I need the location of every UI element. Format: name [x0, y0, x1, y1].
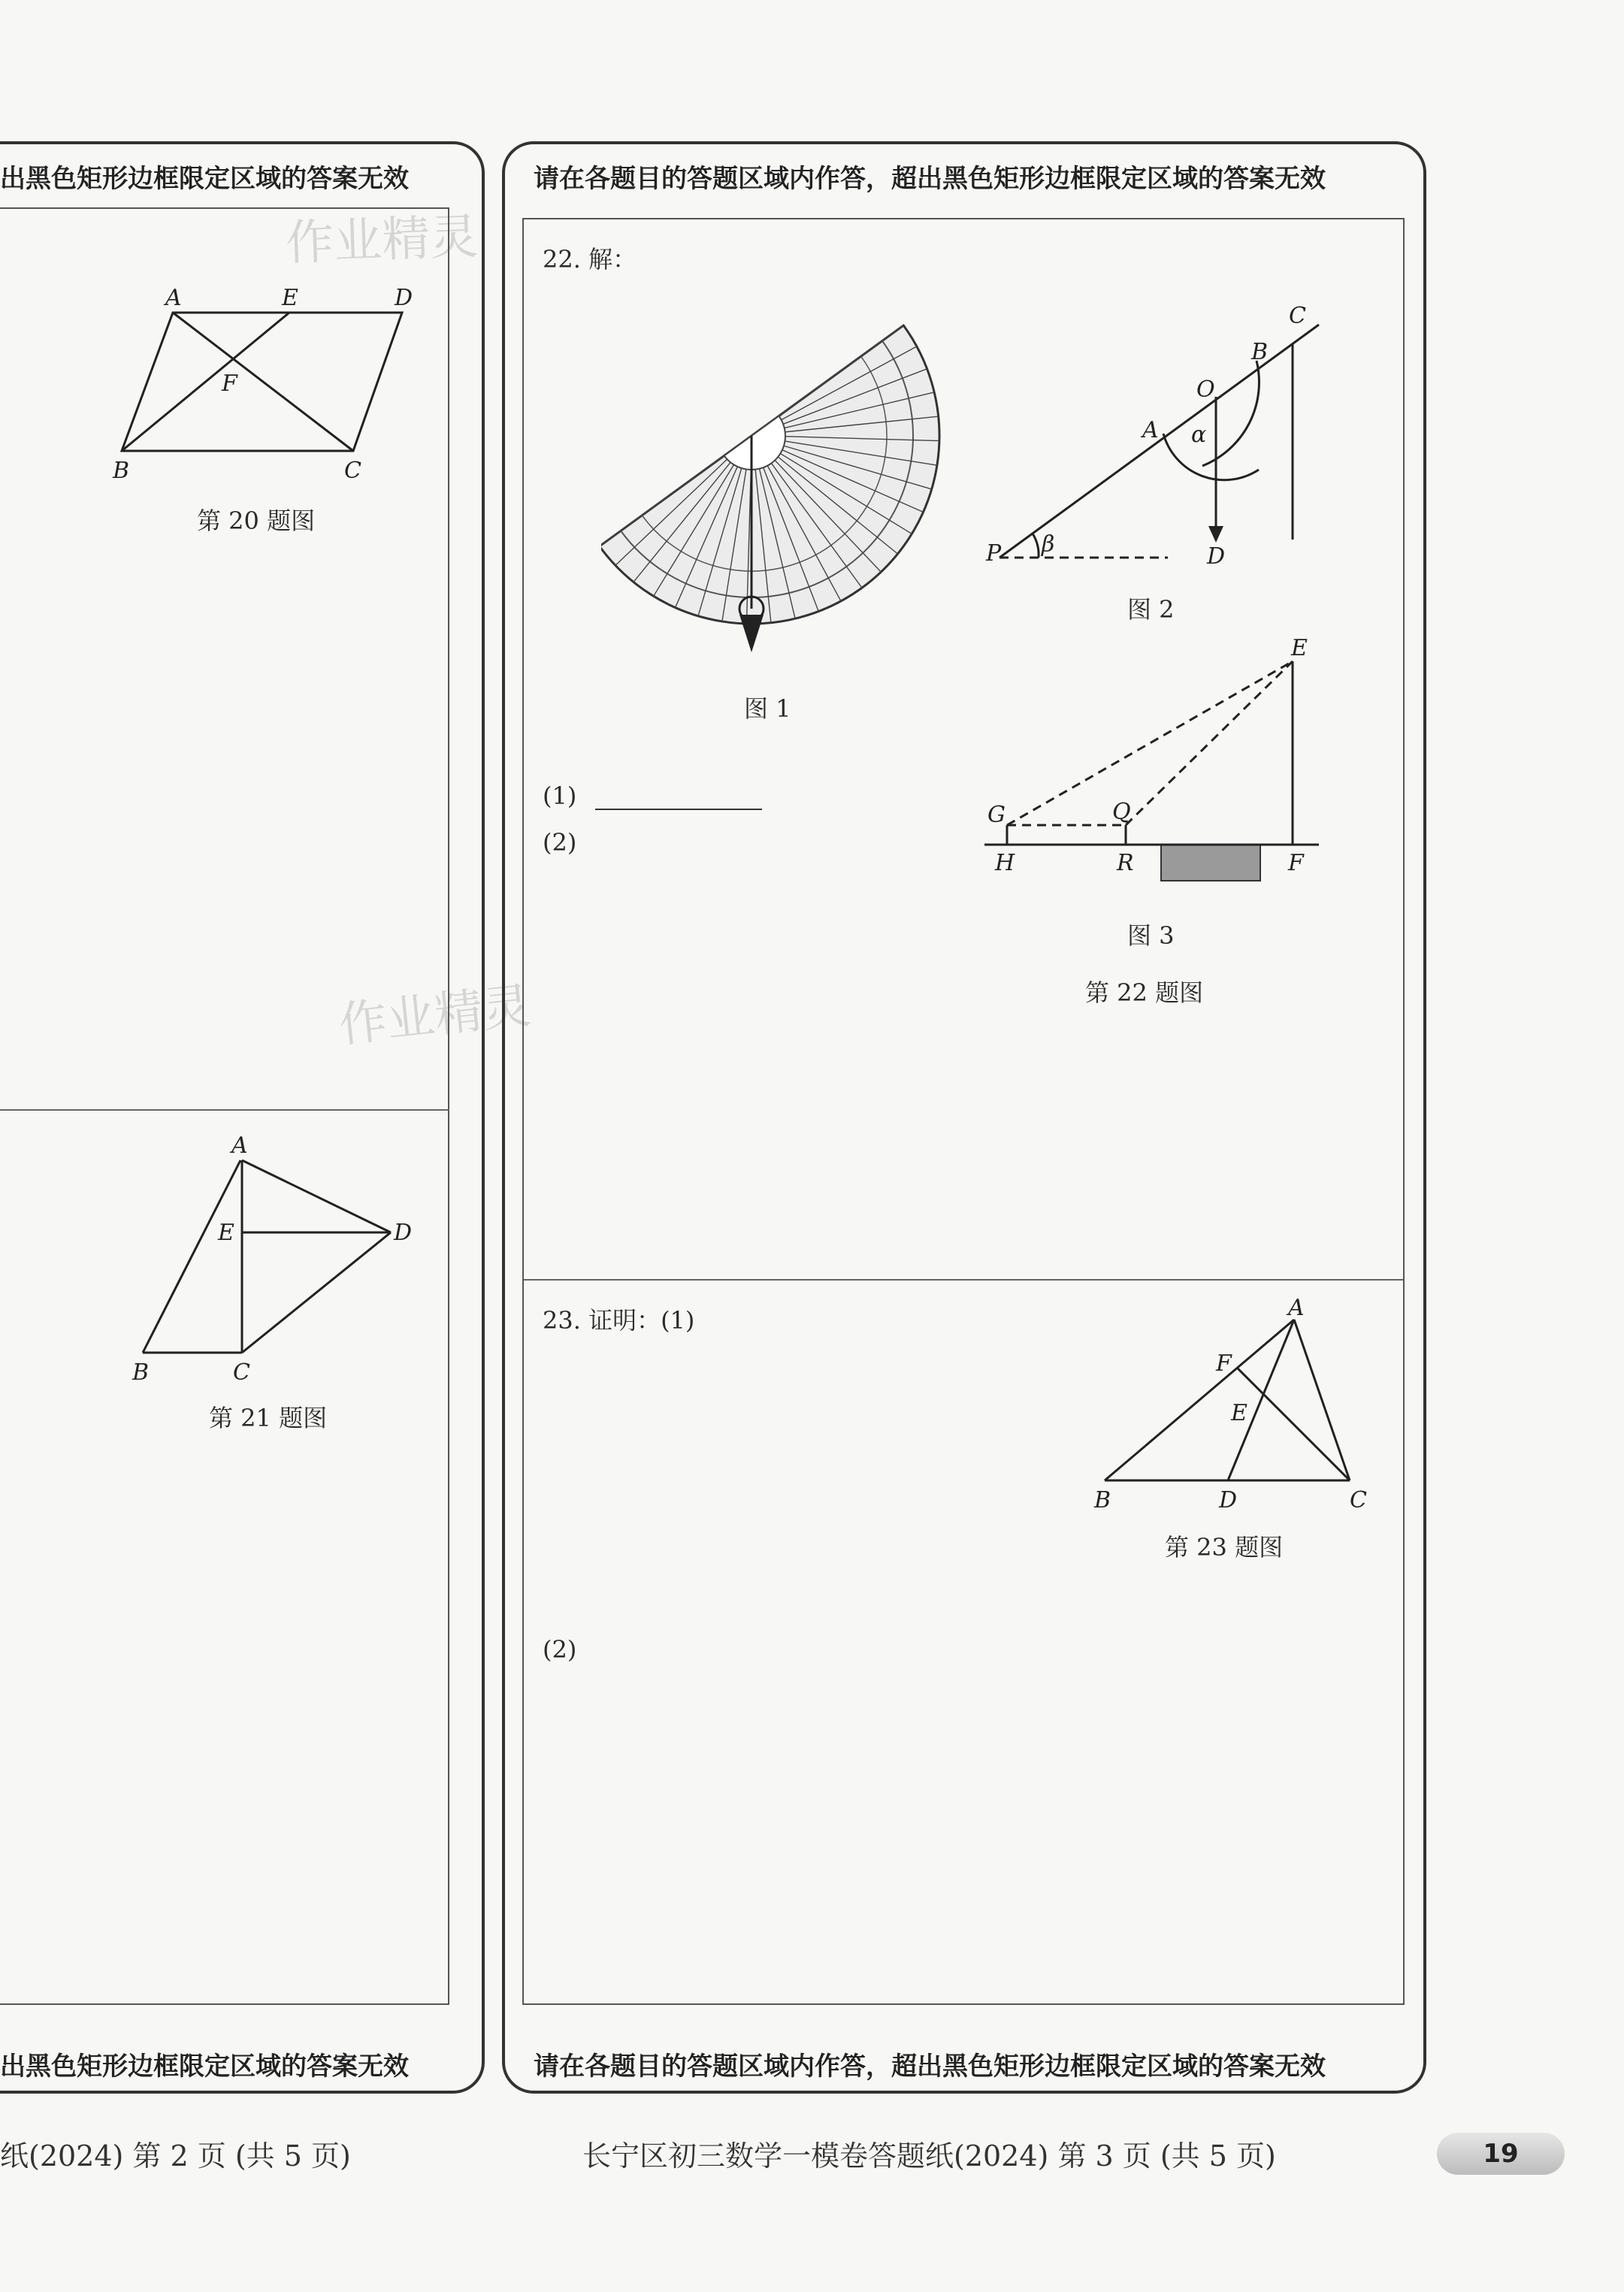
fig20-label-D: D [395, 285, 413, 311]
fig23-label-B: B [1094, 1487, 1111, 1513]
fig23-label-C: C [1350, 1487, 1367, 1513]
q23-part2-label: (2) [543, 1635, 577, 1664]
q23-caption: 第 23 题图 [1165, 1533, 1284, 1562]
fig3-label-Q: Q [1112, 799, 1131, 825]
fig20-label-A: A [165, 285, 182, 311]
fig21-label-C: C [233, 1359, 250, 1386]
left-footer: 纸(2024) 第 2 页 (共 5 页) [0, 2139, 351, 2173]
q22-figure-1-protractor [601, 286, 947, 676]
q22-fig3-caption: 图 3 [1127, 921, 1175, 950]
fig3-label-F: F [1288, 850, 1304, 876]
fig3-label-E: E [1291, 635, 1308, 661]
q23-figure [1082, 1293, 1383, 1518]
q22-group-caption: 第 22 题图 [1085, 978, 1204, 1007]
figure-20 [105, 278, 421, 503]
q22-fig2-caption: 图 2 [1127, 595, 1175, 624]
fig2-label-alpha: α [1191, 422, 1207, 448]
fig2-label-A: A [1142, 417, 1159, 443]
fig21-label-A: A [231, 1132, 248, 1159]
q22-part2-label: (2) [543, 828, 577, 857]
figure-21 [120, 1127, 436, 1398]
q22-part1-label: (1) [543, 782, 577, 810]
fig20-label-E: E [282, 285, 298, 311]
fig21-caption: 第 21 题图 [209, 1404, 328, 1432]
fig23-label-D: D [1219, 1487, 1238, 1513]
fig2-label-P: P [986, 540, 1002, 567]
left-banner-bottom: 出黑色矩形边框限定区域的答案无效 [0, 2052, 409, 2082]
fig2-label-C: C [1289, 303, 1306, 329]
q22-label: 22. 解： [543, 245, 637, 274]
fig20-caption: 第 20 题图 [197, 506, 316, 535]
fig3-label-H: H [995, 850, 1015, 876]
fig21-label-B: B [132, 1359, 150, 1386]
right-banner-bottom: 请在各题目的答题区域内作答，超出黑色矩形边框限定区域的答案无效 [534, 2052, 1326, 2082]
fig2-label-O: O [1196, 376, 1215, 403]
fig23-label-A: A [1288, 1295, 1305, 1321]
fig2-label-D: D [1207, 543, 1226, 570]
q22-part1-answer-blank[interactable] [595, 809, 762, 810]
watermark-middle: 作业精灵 [336, 978, 534, 1054]
fig21-label-E: E [218, 1220, 234, 1246]
right-section-divider [524, 1279, 1403, 1281]
fig23-label-E: E [1231, 1400, 1247, 1426]
fig2-label-B: B [1251, 339, 1269, 365]
fig3-label-R: R [1117, 850, 1134, 876]
q22-figure-3 [977, 631, 1338, 887]
fig2-label-beta: β [1042, 531, 1055, 558]
page-number-badge: 19 [1437, 2133, 1565, 2175]
right-banner-top: 请在各题目的答题区域内作答，超出黑色矩形边框限定区域的答案无效 [534, 164, 1326, 194]
watermark-top: 作业精灵 [284, 209, 479, 272]
fig20-label-C: C [344, 458, 361, 484]
fig21-label-D: D [394, 1220, 413, 1246]
fig23-label-F: F [1216, 1350, 1232, 1377]
left-banner-top: 出黑色矩形边框限定区域的答案无效 [0, 164, 409, 194]
fig3-label-G: G [987, 802, 1006, 828]
left-section-divider [0, 1109, 449, 1111]
right-footer: 长宁区初三数学一模卷答题纸(2024) 第 3 页 (共 5 页) [582, 2139, 1276, 2173]
q23-label: 23. 证明：(1) [543, 1306, 695, 1335]
q22-figure-2 [977, 301, 1338, 571]
q22-fig1-caption: 图 1 [744, 694, 791, 723]
fig20-label-F: F [222, 370, 237, 397]
fig20-label-B: B [113, 458, 130, 484]
